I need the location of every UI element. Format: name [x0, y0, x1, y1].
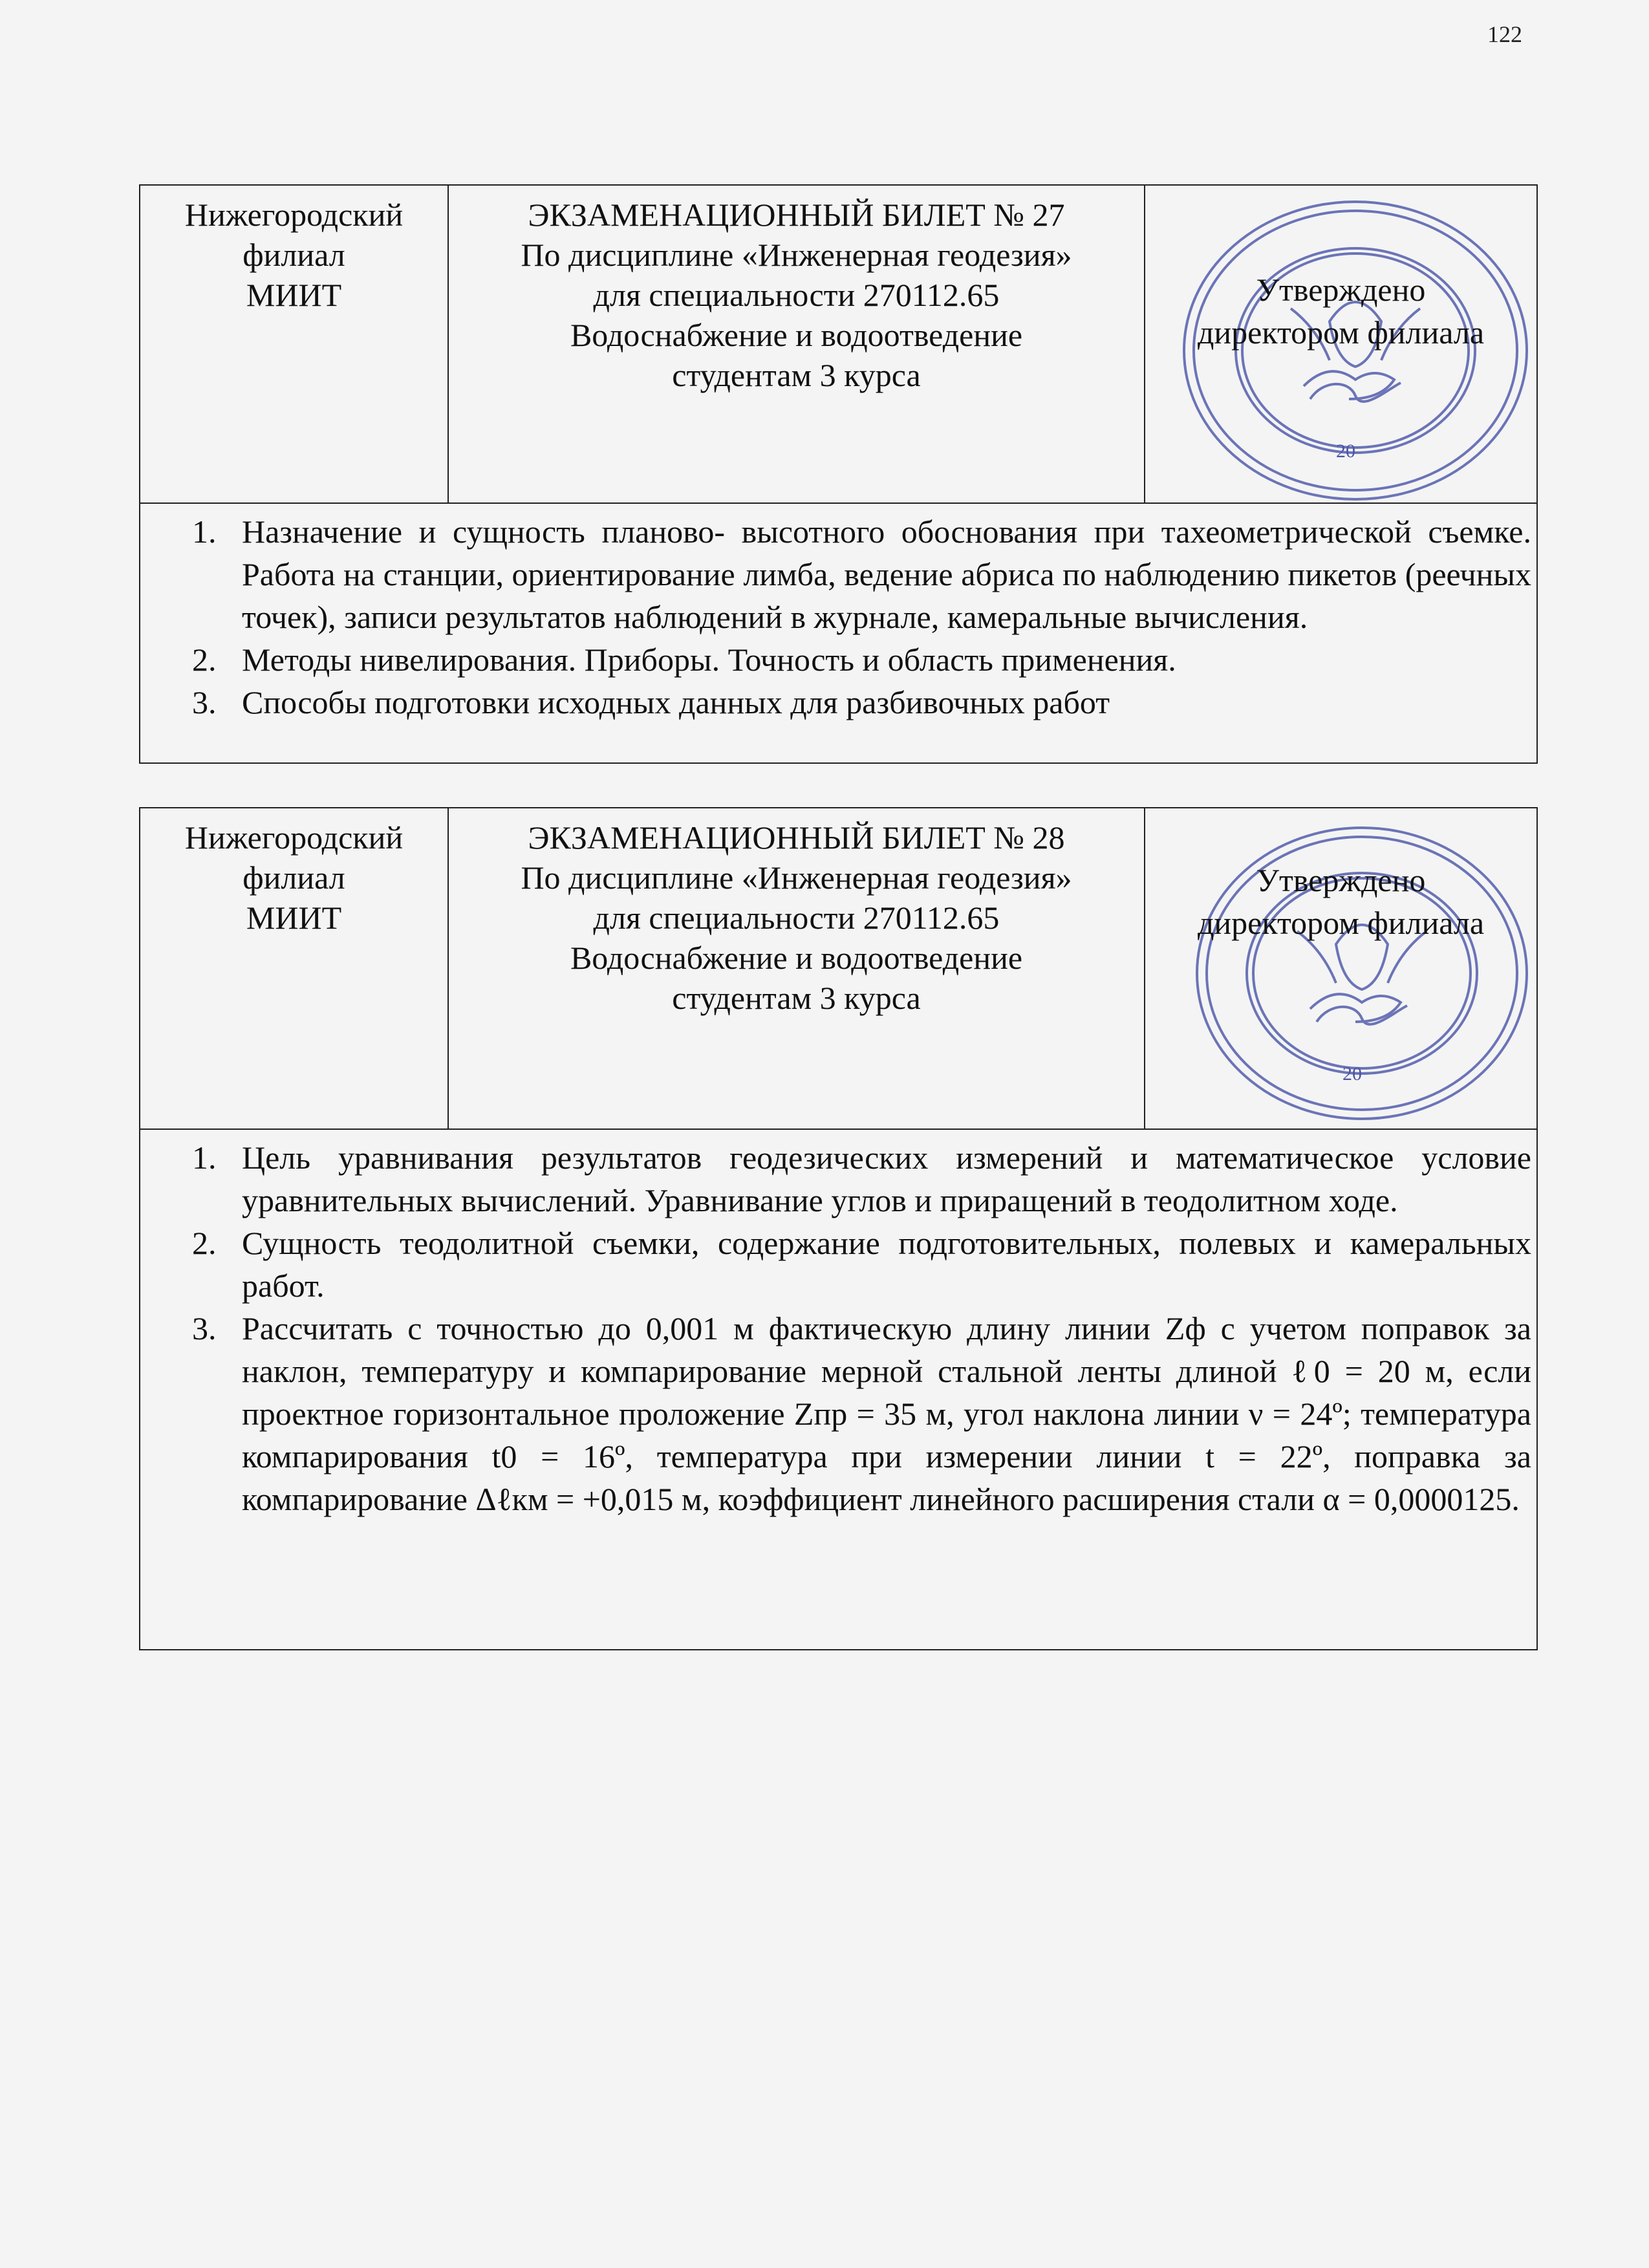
- question-number: 3.: [192, 684, 217, 720]
- students-line: студентам 3 курса: [672, 980, 921, 1016]
- org-name-line2: филиал: [242, 859, 345, 896]
- stamp-year: 20: [1336, 440, 1355, 462]
- question-text: Рассчитать с точностью до 0,001 м фактическую длину линии Zф с учетом поправок за наклон, температуру и компарирование мерной стальной ленты длиной ℓ0 = 20 м, если проектное горизонтальное проложение Zпр = 35 м, угол наклона линии ν = 24º; температура компарирования t0 = 16º, температура при измерении линии t = 22º, поправка за компарирование Δℓкм = +0,015 м, коэффициент линейного расширения стали α = 0,0000125.: [242, 1310, 1531, 1517]
- specialty-line: для специальности 270112.65: [593, 900, 1000, 936]
- question-number: 2.: [192, 1225, 217, 1261]
- question-number: 1.: [192, 513, 217, 550]
- question-number: 3.: [192, 1310, 217, 1346]
- question-text: Сущность теодолитной съемки, содержание подготовительных, полевых и камеральных работ.: [242, 1225, 1531, 1304]
- org-name-line1: Нижегородский: [184, 197, 404, 233]
- organization-cell: [140, 185, 448, 503]
- questions-cell: [140, 503, 1537, 763]
- approved-line2: директором филиала: [1197, 314, 1485, 351]
- question-item: [140, 1222, 1531, 1307]
- question-item: [140, 638, 1531, 681]
- approved-line2: директором филиала: [1197, 905, 1485, 941]
- ticket-header-cell: [448, 185, 1145, 503]
- specialty-name: Водоснабжение и водоотведение: [570, 940, 1023, 976]
- exam-ticket-28: [139, 807, 1538, 1650]
- discipline-line: По дисциплине «Инженерная геодезия»: [521, 859, 1072, 896]
- approval-cell: [1145, 185, 1537, 503]
- approved-line1: Утверждено: [1256, 272, 1426, 308]
- question-text: Методы нивелирования. Приборы. Точность и область применения.: [242, 642, 1176, 678]
- specialty-line: для специальности 270112.65: [593, 277, 1000, 313]
- students-line: студентам 3 курса: [672, 357, 921, 393]
- specialty-name: Водоснабжение и водоотведение: [570, 317, 1023, 353]
- question-list: [140, 1130, 1536, 1529]
- exam-ticket-27: [139, 184, 1538, 764]
- question-text: Назначение и сущность планово- высотного обоснования при тахеометрической съемке. Работа на станции, ориентирование лимба, ведение абриса по наблюдению пикетов (реечных точек), записи результатов наблюдений в журнале, камеральные вычисления.: [242, 513, 1531, 635]
- org-name-line2: филиал: [242, 237, 345, 273]
- organization-cell: [140, 808, 448, 1129]
- question-number: 2.: [192, 642, 217, 678]
- ticket-header-cell: [448, 808, 1145, 1129]
- questions-cell: [140, 1129, 1537, 1650]
- stamp-year: 20: [1342, 1063, 1362, 1085]
- question-item: [140, 1307, 1531, 1520]
- org-name-line3: МИИТ: [246, 900, 342, 936]
- question-number: 1.: [192, 1139, 217, 1176]
- question-item: [140, 681, 1531, 724]
- question-item: [140, 1136, 1531, 1222]
- discipline-line: По дисциплине «Инженерная геодезия»: [521, 237, 1072, 273]
- approval-cell: [1145, 808, 1537, 1129]
- org-name-line1: Нижегородский: [184, 819, 404, 856]
- page-number: 122: [1487, 21, 1522, 47]
- org-name-line3: МИИТ: [246, 277, 342, 313]
- question-item: [140, 510, 1531, 638]
- ticket-title: ЭКЗАМЕНАЦИОННЫЙ БИЛЕТ № 27: [528, 197, 1065, 233]
- ticket-title: ЭКЗАМЕНАЦИОННЫЙ БИЛЕТ № 28: [528, 819, 1065, 856]
- approved-line1: Утверждено: [1256, 862, 1426, 898]
- question-list: [140, 504, 1536, 733]
- question-text: Цель уравнивания результатов геодезических измерений и математическое условие уравнительных вычислений. Уравнивание углов и приращений в теодолитном ходе.: [242, 1139, 1531, 1218]
- question-text: Способы подготовки исходных данных для разбивочных работ: [242, 684, 1110, 720]
